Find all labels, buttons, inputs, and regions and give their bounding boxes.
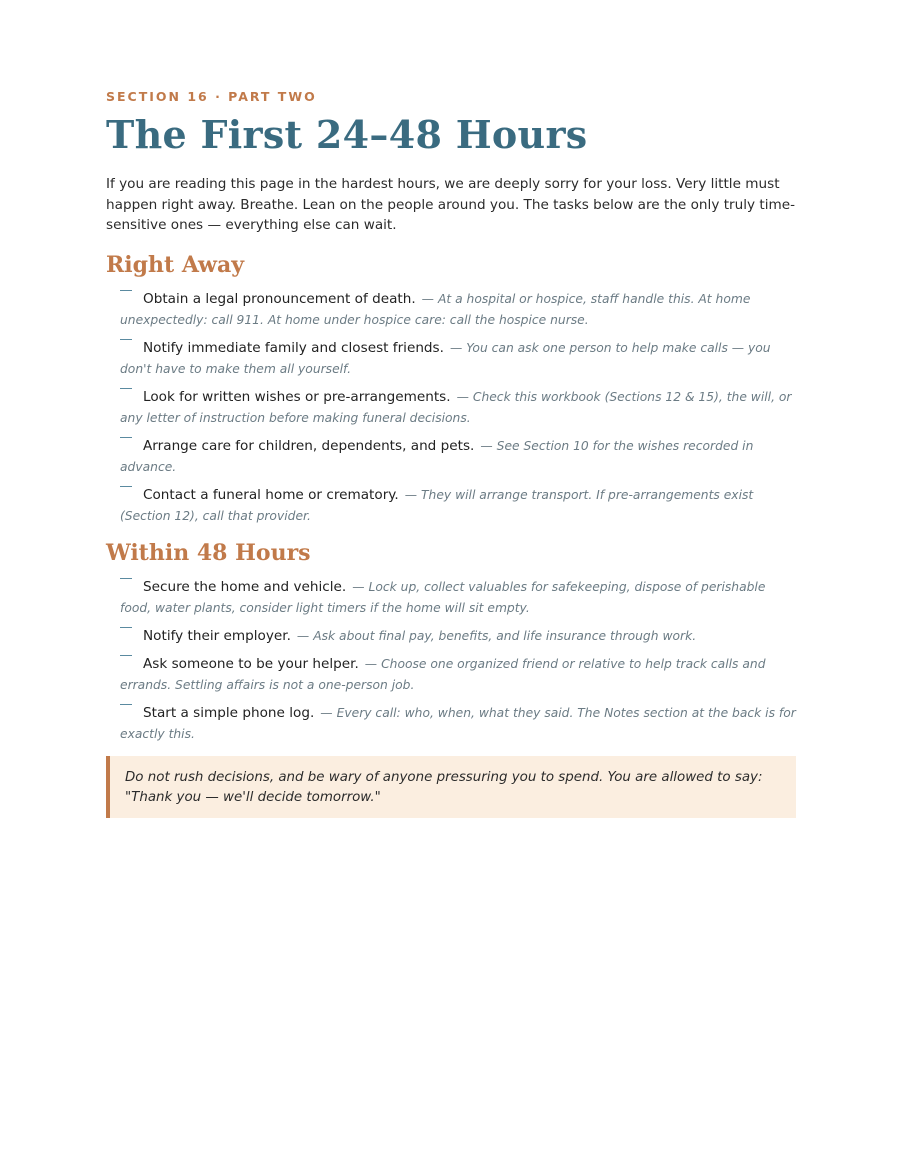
- task-title: Obtain a legal pronouncement of death.: [143, 290, 416, 307]
- checkbox[interactable]: [120, 578, 132, 580]
- task-title: Ask someone to be your helper.: [143, 655, 359, 672]
- task-item: [120, 484, 796, 526]
- checkbox[interactable]: [120, 704, 132, 706]
- task-item: [120, 337, 796, 379]
- task-separator: —: [456, 389, 469, 404]
- document-page: [106, 88, 796, 818]
- section-heading-within-48-hours: Within 48 Hours: [106, 539, 311, 566]
- task-note: See Section 10 for the wishes recorded in advance.: [120, 438, 754, 474]
- task-title: Contact a funeral home or crematory.: [143, 486, 399, 503]
- task-item: [120, 625, 796, 646]
- warning-callout: Do not rush decisions, and be wary of anyone pressuring you to spend. You are allowed to say: "Thank you — we'll decide tomorrow.": [106, 756, 796, 818]
- task-separator: —: [364, 656, 378, 671]
- task-note: At a hospital or hospice, staff handle this. At home unexpectedly: call 911. At home under hospice care: call the hospice nurse.: [120, 291, 751, 327]
- task-separator: —: [404, 487, 418, 502]
- task-note: They will arrange transport. If pre-arrangements exist (Section 12), call that provider.: [120, 487, 754, 523]
- task-separator: —: [449, 340, 463, 355]
- task-title: Notify immediate family and closest friends.: [143, 339, 444, 356]
- task-item: [120, 653, 796, 695]
- task-item: [120, 576, 796, 618]
- task-title: Look for written wishes or pre-arrangements.: [143, 388, 451, 405]
- task-separator: —: [480, 438, 493, 453]
- task-title: Secure the home and vehicle.: [143, 578, 347, 595]
- task-list-within-48-hours: [106, 576, 796, 744]
- checkbox[interactable]: [120, 437, 132, 439]
- task-title: Arrange care for children, dependents, and pets.: [143, 437, 475, 454]
- checkbox[interactable]: [120, 388, 132, 390]
- checkbox[interactable]: [120, 339, 132, 341]
- task-separator: —: [421, 291, 434, 306]
- checkbox[interactable]: [120, 486, 132, 488]
- section-heading-right-away: Right Away: [106, 251, 244, 278]
- task-note: Every call: who, when, what they said. The Notes section at the back is for exactly this.: [120, 705, 796, 741]
- task-item: [120, 702, 796, 744]
- checkbox[interactable]: [120, 655, 132, 657]
- intro-paragraph: If you are reading this page in the hardest hours, we are deeply sorry for your loss. Very little must happen right away. Breathe. Lean on the people around you. The tasks below are the only truly time-sensitive ones — everything else can wait.: [106, 176, 795, 233]
- task-note: Ask about final pay, benefits, and life insurance through work.: [313, 628, 697, 643]
- task-separator: —: [320, 705, 333, 720]
- checkbox[interactable]: [120, 627, 132, 629]
- task-separator: —: [352, 579, 365, 594]
- task-note: Choose one organized friend or relative to help track calls and errands. Settling affairs is not a one-person job.: [120, 656, 766, 692]
- task-note: Lock up, collect valuables for safekeeping, dispose of perishable food, water plants, consider light timers if the home will sit empty.: [120, 579, 766, 615]
- task-title: Notify their employer.: [143, 627, 291, 644]
- task-title: Start a simple phone log.: [143, 704, 315, 721]
- task-item: [120, 288, 796, 330]
- section-eyebrow: SECTION 16 · PART TWO: [106, 89, 317, 104]
- task-separator: —: [296, 628, 310, 643]
- page-title: The First 24–48 Hours: [106, 112, 588, 157]
- task-item: [120, 386, 796, 428]
- task-note: You can ask one person to help make calls — you don't have to make them all yourself.: [120, 340, 771, 376]
- task-item: [120, 435, 796, 477]
- task-note: Check this workbook (Sections 12 & 15), the will, or any letter of instruction before making funeral decisions.: [120, 389, 792, 425]
- task-list-right-away: [106, 288, 796, 526]
- checkbox[interactable]: [120, 290, 132, 292]
